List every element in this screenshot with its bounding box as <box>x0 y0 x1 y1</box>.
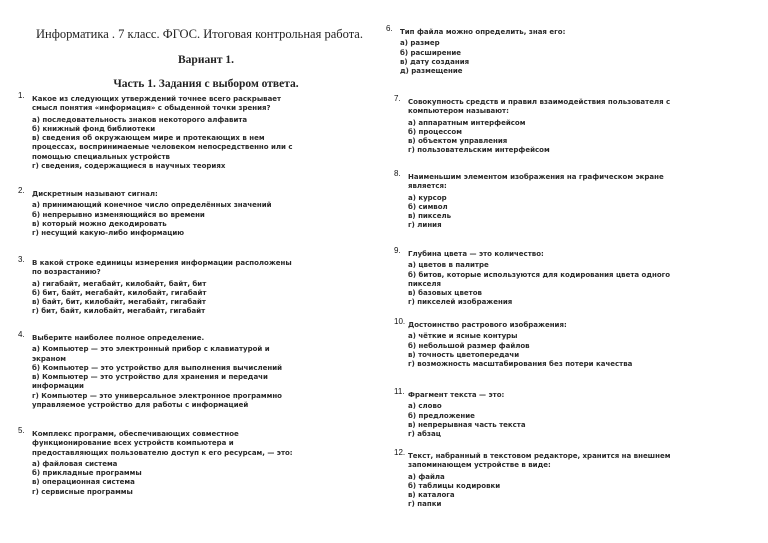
answer-option: а) принимающий конечное число определённых значений <box>32 201 272 210</box>
question-stem: Совокупность средств и правил взаимодействия пользователя с компьютером называют: <box>408 98 671 116</box>
answer-option: в) базовых цветов <box>408 289 482 298</box>
answer-option: б) прикладные программы <box>32 469 142 478</box>
answer-option: д) размещение <box>400 67 463 76</box>
question-stem: Наименьшим элементом изображения на графическом экране является: <box>408 173 664 191</box>
question-12 <box>394 448 678 510</box>
answer-option: а) аппаратным интерфейсом <box>408 118 526 127</box>
answer-option: а) курсор <box>408 193 447 202</box>
answer-option: г) пользовательским интерфейсом <box>408 146 550 155</box>
answer-option: г) абзац <box>408 430 441 439</box>
question-3 <box>18 255 302 317</box>
answer-option: г) пикселей изображения <box>408 298 513 307</box>
answer-option: б) таблицы кодировки <box>408 481 501 490</box>
question-stem: В какой строке единицы измерения информации расположены по возрастанию? <box>32 259 292 277</box>
question-stem: Глубина цвета — это количество: <box>408 250 544 258</box>
question-number: 10. <box>394 317 406 326</box>
question-number: 7. <box>394 94 401 103</box>
answer-option: г) сведения, содержащиеся в научных теориях <box>32 162 226 171</box>
question-number: 5. <box>18 426 25 435</box>
question-10 <box>394 317 678 369</box>
question-stem: Достоинство растрового изображения: <box>408 321 567 329</box>
question-number: 2. <box>18 186 25 195</box>
question-number: 1. <box>18 91 25 100</box>
answer-option: а) файловая система <box>32 459 118 468</box>
answer-option: г) возможность масштабирования без потери качества <box>408 360 633 369</box>
answer-option: а) размер <box>400 39 440 48</box>
answer-option: б) символ <box>408 202 448 211</box>
answer-option: г) сервисные программы <box>32 487 133 496</box>
question-stem: Выберите наиболее полное определение. <box>32 334 205 342</box>
variant-heading: Вариант 1. <box>178 54 234 66</box>
answer-option: б) расширение <box>400 48 461 57</box>
answer-option: а) гигабайт, мегабайт, килобайт, байт, бит <box>32 279 207 288</box>
answer-option: г) несущий какую-либо информацию <box>32 229 185 238</box>
answer-option: а) последовательность знаков некоторого алфавита <box>32 115 248 124</box>
question-number: 3. <box>18 255 25 264</box>
question-stem: Дискретным называют сигнал: <box>32 190 158 198</box>
question-11 <box>394 387 678 439</box>
question-number: 12. <box>394 448 406 457</box>
question-4 <box>18 330 302 410</box>
answer-option: а) чёткие и ясные контуры <box>408 332 518 341</box>
question-2 <box>18 186 302 238</box>
question-5 <box>18 426 302 497</box>
question-9 <box>394 246 678 308</box>
question-stem: Какое из следующих утверждений точнее всего раскрывает смысл понятия «информация» с обыденной точки зрения? <box>32 95 282 113</box>
question-stem: Фрагмент текста — это: <box>408 391 505 399</box>
answer-option: в) дату создания <box>400 57 470 66</box>
answer-option: в) операционная система <box>32 478 135 487</box>
answer-option: б) непрерывно изменяющийся во времени <box>32 210 205 219</box>
answer-option: а) слово <box>408 402 442 411</box>
answer-option: в) точность цветопередачи <box>408 350 520 359</box>
question-number: 6. <box>386 24 393 33</box>
answer-option: в) который можно декодировать <box>32 219 167 228</box>
question-6 <box>386 24 670 76</box>
answer-option: г) линия <box>408 221 442 230</box>
answer-option: б) бит, байт, мегабайт, килобайт, гигабайт <box>32 288 207 297</box>
part-heading: Часть 1. Задания с выбором ответа. <box>113 78 299 90</box>
answer-option: б) предложение <box>408 411 475 420</box>
answer-option: в) сведения об окружающем мире и протекающих в нем процессах, воспринимаемые человеком непосредственно или с помощью специальных устройств <box>32 134 293 161</box>
question-number: 8. <box>394 169 401 178</box>
question-stem: Текст, набранный в текстовом редакторе, хранится на внешнем запоминающем устройстве в виде: <box>408 452 671 470</box>
question-stem: Тип файла можно определить, зная его: <box>400 28 566 36</box>
answer-option: в) пиксель <box>408 212 452 221</box>
answer-option: в) Компьютер — это устройство для хранения и передачи информации <box>32 373 268 391</box>
answer-option: г) Компьютер — это универсальное электронное программно управляемое устройство для работы с информацией <box>32 391 282 410</box>
question-8 <box>394 169 678 231</box>
answer-option: в) объектом управления <box>408 137 508 146</box>
answer-option: в) непрерывная часть текста <box>408 420 526 429</box>
answer-option: а) Компьютер — это электронный прибор с клавиатурой и экраном <box>32 345 270 363</box>
answer-option: б) Компьютер — это устройство для выполнения вычислений <box>32 363 283 372</box>
answer-option: г) бит, байт, килобайт, мегабайт, гигабайт <box>32 307 206 316</box>
answer-option: б) процессом <box>408 127 462 136</box>
answer-option: а) файла <box>408 472 445 481</box>
answer-option: в) байт, бит, килобайт, мегабайт, гигабайт <box>32 298 206 307</box>
answer-option: б) небольшой размер файлов <box>408 341 530 350</box>
answer-option: г) папки <box>408 500 442 509</box>
answer-option: в) каталога <box>408 491 455 500</box>
question-number: 11. <box>394 387 405 396</box>
answer-option: б) битов, которые используются для кодирования цвета одного пикселя <box>408 270 671 288</box>
question-number: 4. <box>18 330 25 339</box>
question-stem: Комплекс программ, обеспечивающих совместное функционирование всех устройств компьютера и предоставляющих пользователю доступ к его ресурсам, — это: <box>32 430 293 457</box>
question-7 <box>394 94 678 156</box>
document-header <box>36 27 376 90</box>
document-title: Информатика . 7 класс. ФГОС. Итоговая контрольная работа. <box>36 27 363 41</box>
question-1 <box>18 91 302 171</box>
answer-option: а) цветов в палитре <box>408 261 489 270</box>
question-number: 9. <box>394 246 401 255</box>
answer-option: б) книжный фонд библиотеки <box>32 124 156 133</box>
